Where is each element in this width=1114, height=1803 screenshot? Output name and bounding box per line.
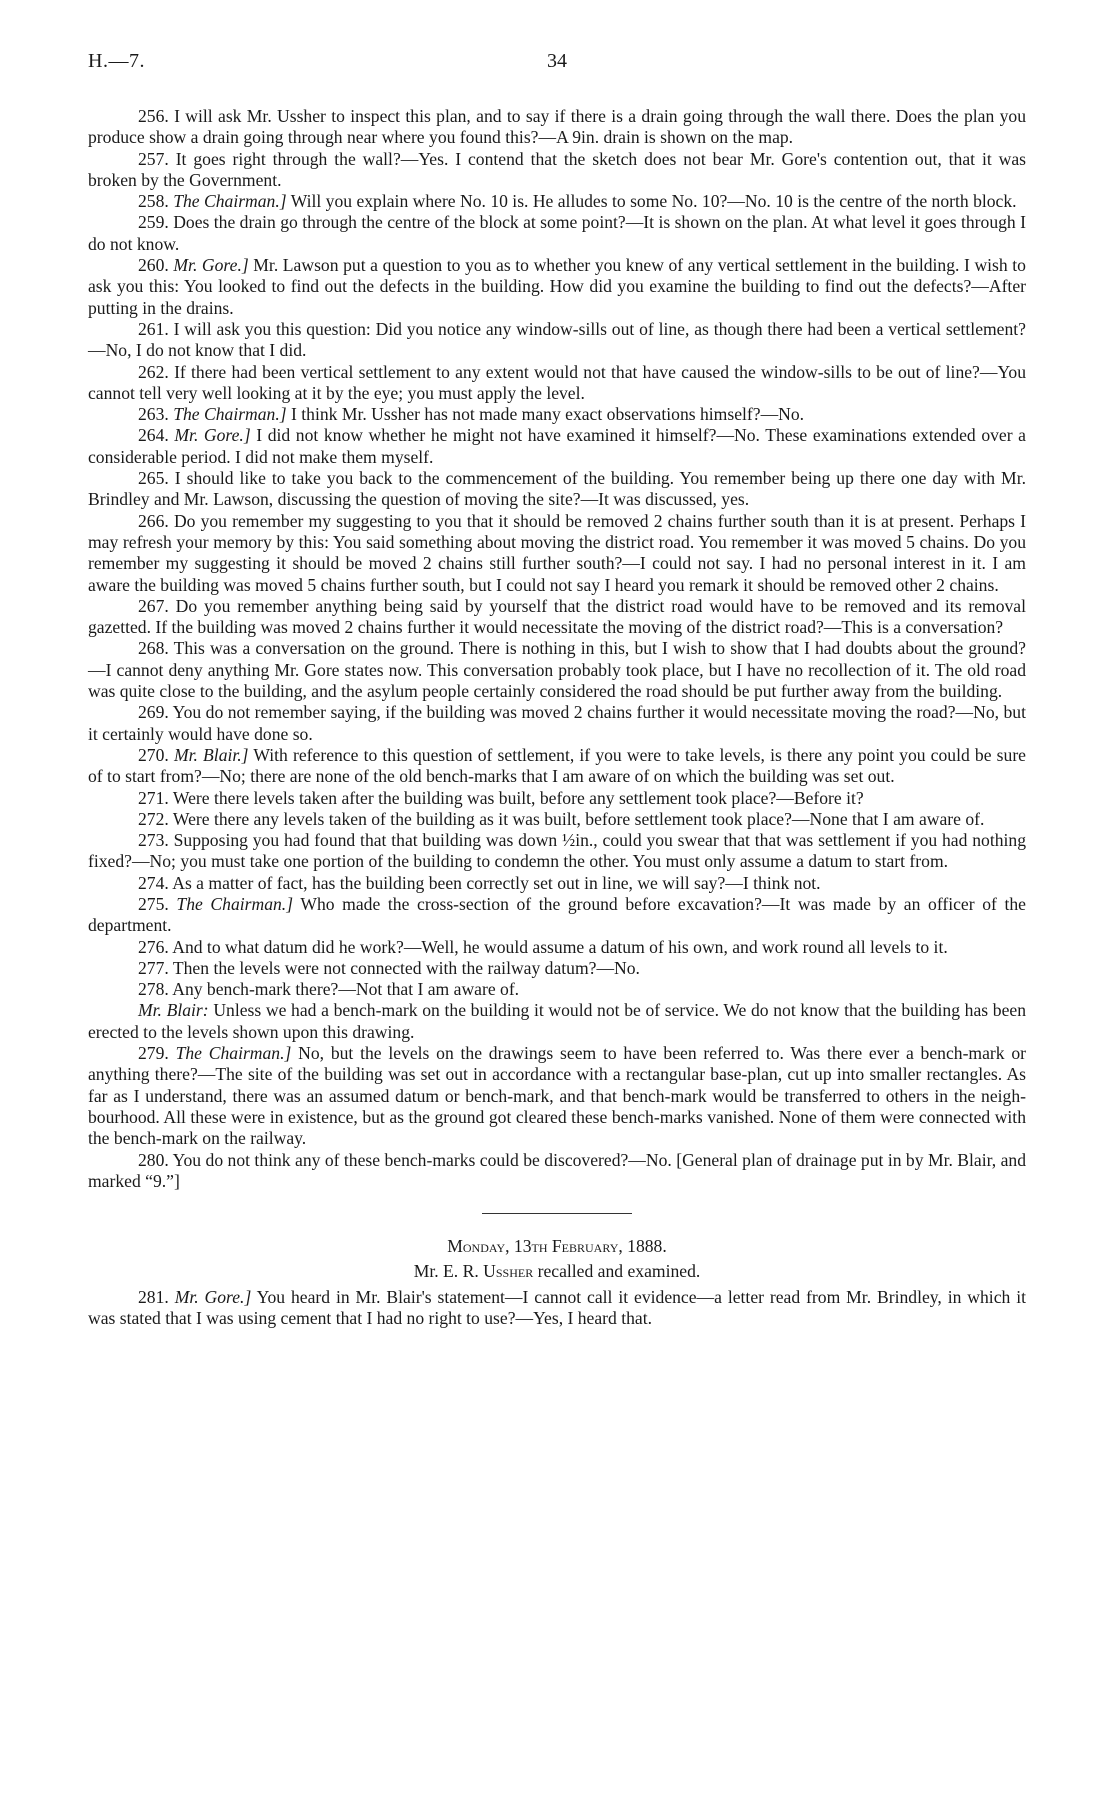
paragraph-text: Were there any levels taken of the building as it was built, before settlement took place?—None that I am aware of. (172, 808, 985, 829)
question-number: 264. (138, 425, 169, 446)
evidence-paragraph (88, 638, 1026, 702)
evidence-paragraph (88, 830, 1026, 873)
evidence-paragraph (88, 255, 1026, 319)
paragraph-text: Unless we had a bench-mark on the building it would not be of service. We do not know that the building has been erected to the levels shown upon this drawing. (88, 1000, 1026, 1042)
evidence-paragraph (88, 191, 1026, 212)
paragraph-text: I should like to take you back to the commencement of the building. You remember being up there one day with Mr. Brindley and Mr. Lawson, discussing the question of moving the site?—It was discussed, yes. (88, 468, 1026, 510)
evidence-paragraph (88, 809, 1026, 830)
question-number: 280. (138, 1149, 169, 1170)
question-number: 262. (138, 361, 169, 382)
question-number: 273. (138, 830, 169, 851)
witness-line (88, 1261, 1026, 1282)
paragraph-text: No, but the levels on the drawings seem to have been referred to. Was there ever a bench-mark or anything there?—The site of the building was set out in accordance with a rectangular base-plan, cut up into smaller rectangles. As far as I understand, there was an assumed datum or bench-mark, and that bench-mark would be transferred to others in the neighbourhood. All these were in existence, but as the ground got cleared these bench-marks vanished. None of them were connected with the bench-mark on the railway. (88, 1043, 1027, 1149)
question-number: 274. (138, 872, 169, 893)
document-reference: H.—7. (88, 50, 145, 72)
question-number: 270. (138, 744, 169, 765)
question-number: 268. (138, 638, 169, 659)
question-number: 269. (138, 702, 169, 723)
document-body (88, 106, 1026, 1329)
evidence-paragraph (88, 958, 1026, 979)
evidence-paragraph (88, 979, 1026, 1000)
paragraph-text: I will ask you this question: Did you notice any window-sills out of line, as though there had been a vertical settlement?—No, I do not know that I did. (88, 318, 1026, 361)
paragraph-text: Then the levels were not connected with the railway datum?—No. (172, 957, 640, 978)
question-number: 258. (138, 191, 169, 212)
evidence-paragraph (88, 873, 1026, 894)
evidence-paragraph (88, 362, 1026, 405)
question-number: 276. (138, 936, 169, 957)
evidence-paragraph (88, 404, 1026, 425)
paragraph-text: If there had been vertical settlement to any extent would not that have caused the window-sills to be out of line?—You cannot tell very well looking at it by the eye; you must apply the level. (88, 361, 1026, 403)
question-number: 259. (138, 212, 169, 233)
question-number: 267. (138, 595, 169, 616)
evidence-paragraph (88, 596, 1026, 639)
paragraph-text: I think Mr. Ussher has not made many exact observations himself?—No. (291, 404, 805, 425)
paragraph-text: Were there levels taken after the building was built, before any settlement took place?—Before it? (172, 787, 864, 808)
question-number: 281. (138, 1286, 169, 1307)
evidence-paragraph (88, 1150, 1026, 1193)
paragraph-text: Do you remember my suggesting to you that it should be removed 2 chains further south than it is at present. Perhaps I may refresh your memory by this: You said something about moving the district road. You remember it was moved 5 chains. Do you remember my suggesting it should be moved 2 chains still further south?—I could not say. I had no personal interest in it. I am aware the building was moved 5 chains further south, but I could not say I heard you remark it should be removed other 2 chains. (88, 510, 1027, 595)
evidence-paragraph (88, 319, 1026, 362)
paragraph-text: Mr. Lawson put a question to you as to whether you knew of any vertical settlement in the building. I wish to ask you this: You looked to find out the defects in the building. How did you examine the building to find out the defects?—After putting in the drains. (88, 255, 1026, 318)
evidence-paragraph (88, 745, 1026, 788)
question-number: 265. (138, 468, 169, 489)
paragraph-text: With reference to this question of settlement, if you were to take levels, is there any point you could be sure of to start from?—No; there are none of the old bench-marks that I am aware of on which the building was set out. (88, 744, 1026, 787)
speaker-name: Mr. Blair.] (173, 744, 249, 765)
evidence-paragraph (88, 1287, 1026, 1330)
evidence-paragraph (88, 425, 1026, 468)
question-number: 266. (138, 510, 169, 531)
question-number: 279. (138, 1043, 169, 1064)
evidence-paragraph (88, 511, 1026, 596)
speaker-name: Mr. Gore.] (174, 425, 251, 446)
page-number: 34 (547, 50, 567, 72)
paragraph-text: Who made the cross-section of the ground before excavation?—It was made by an officer of the department. (88, 893, 1026, 936)
paragraph-text: You do not think any of these bench-marks could be discovered?—No. [General plan of drainage put in by Mr. Blair, and marked “9.”] (88, 1149, 1026, 1191)
paragraph-text: I did not know whether he might not have examined it himself?—No. These examinations extended over a considerable period. I did not make them myself. (88, 425, 1026, 467)
evidence-paragraph (88, 788, 1026, 809)
evidence-paragraph (88, 106, 1026, 149)
evidence-paragraph (88, 1000, 1026, 1043)
page-header (88, 50, 1026, 80)
paragraph-text: Supposing you had found that that building was down ½in., could you swear that that was settlement if you had nothing fixed?—No; you must take one portion of the building to condemn the other. You must only assume a datum to start from. (88, 830, 1026, 872)
evidence-paragraph (88, 702, 1026, 745)
evidence-paragraph (88, 894, 1026, 937)
evidence-paragraphs (88, 106, 1026, 1192)
evidence-paragraph (88, 1043, 1026, 1149)
question-number: 272. (138, 808, 169, 829)
question-number: 257. (138, 148, 169, 169)
speaker-name: The Chairman.] (175, 1043, 292, 1064)
evidence-paragraph (88, 468, 1026, 511)
question-number: 275. (138, 893, 169, 914)
paragraph-text: As a matter of fact, has the building been correctly set out in line, we will say?—I think not. (172, 872, 821, 893)
paragraph-text: Does the drain go through the centre of the block at some point?—It is shown on the plan. At what level it goes through I do not know. (88, 212, 1026, 254)
section-divider (482, 1213, 632, 1214)
witness-prefix: Mr. E. R. (413, 1261, 479, 1282)
question-number: 277. (138, 957, 169, 978)
speaker-name: Mr. Gore.] (174, 1286, 252, 1307)
question-number: 263. (138, 404, 169, 425)
speaker-name: The Chairman.] (173, 191, 287, 212)
paragraph-text: And to what datum did he work?—Well, he would assume a datum of his own, and work round all levels to it. (172, 936, 948, 957)
speaker-name: The Chairman.] (173, 404, 287, 425)
paragraph-text: I will ask Mr. Ussher to inspect this plan, and to say if there is a drain going through the wall there. Does the plan you produce show a drain going through near where you found this?—A 9in. drain is shown on the map. (88, 106, 1026, 148)
witness-suffix: recalled and examined. (537, 1261, 701, 1282)
witness-name: Ussher (483, 1261, 534, 1282)
paragraph-text: Do you remember anything being said by yourself that the district road would have to be removed and its removal gazetted. If the building was moved 2 chains further it would necessitate the moving of the district road?—This is a conversation? (88, 595, 1026, 638)
paragraph-text: Will you explain where No. 10 is. He alludes to some No. 10?—No. 10 is the centre of the north block. (290, 191, 1017, 212)
question-number: 256. (138, 106, 169, 126)
speaker-name: The Chairman.] (176, 893, 294, 914)
speaker-name: Mr. Gore.] (173, 255, 249, 276)
paragraph-text: You heard in Mr. Blair's statement—I cannot call it evidence—a letter read from Mr. Brindley, in which it was stated that I was using cement that I had no right to use?—Yes, I heard that. (88, 1286, 1026, 1329)
evidence-paragraph (88, 937, 1026, 958)
evidence-paragraph (88, 149, 1026, 192)
question-number: 261. (138, 318, 169, 339)
question-number: 271. (138, 787, 169, 808)
speaker-name: Mr. Blair: (138, 1000, 209, 1021)
evidence-paragraph (88, 212, 1026, 255)
paragraph-text: Any bench-mark there?—Not that I am aware of. (172, 979, 520, 1000)
session-date: Monday, 13th February, 1888. (447, 1236, 667, 1257)
question-number: 278. (138, 979, 169, 1000)
paragraph-text: This was a conversation on the ground. There is nothing in this, but I wish to show that I had doubts about the ground?—I cannot deny anything Mr. Gore states now. This conversation probably took place, but I have no recollection of it. The old road was quite close to the building, and the asylum people certainly considered the road should be put further away from the building. (88, 638, 1026, 702)
paragraph-text: It goes right through the wall?—Yes. I contend that the sketch does not bear Mr. Gore's contention out, that it was broken by the Government. (88, 148, 1026, 190)
paragraph-text: You do not remember saying, if the building was moved 2 chains further it would necessitate moving the road?—No, but it certainly would have done so. (88, 702, 1026, 744)
question-number: 260. (138, 255, 169, 276)
